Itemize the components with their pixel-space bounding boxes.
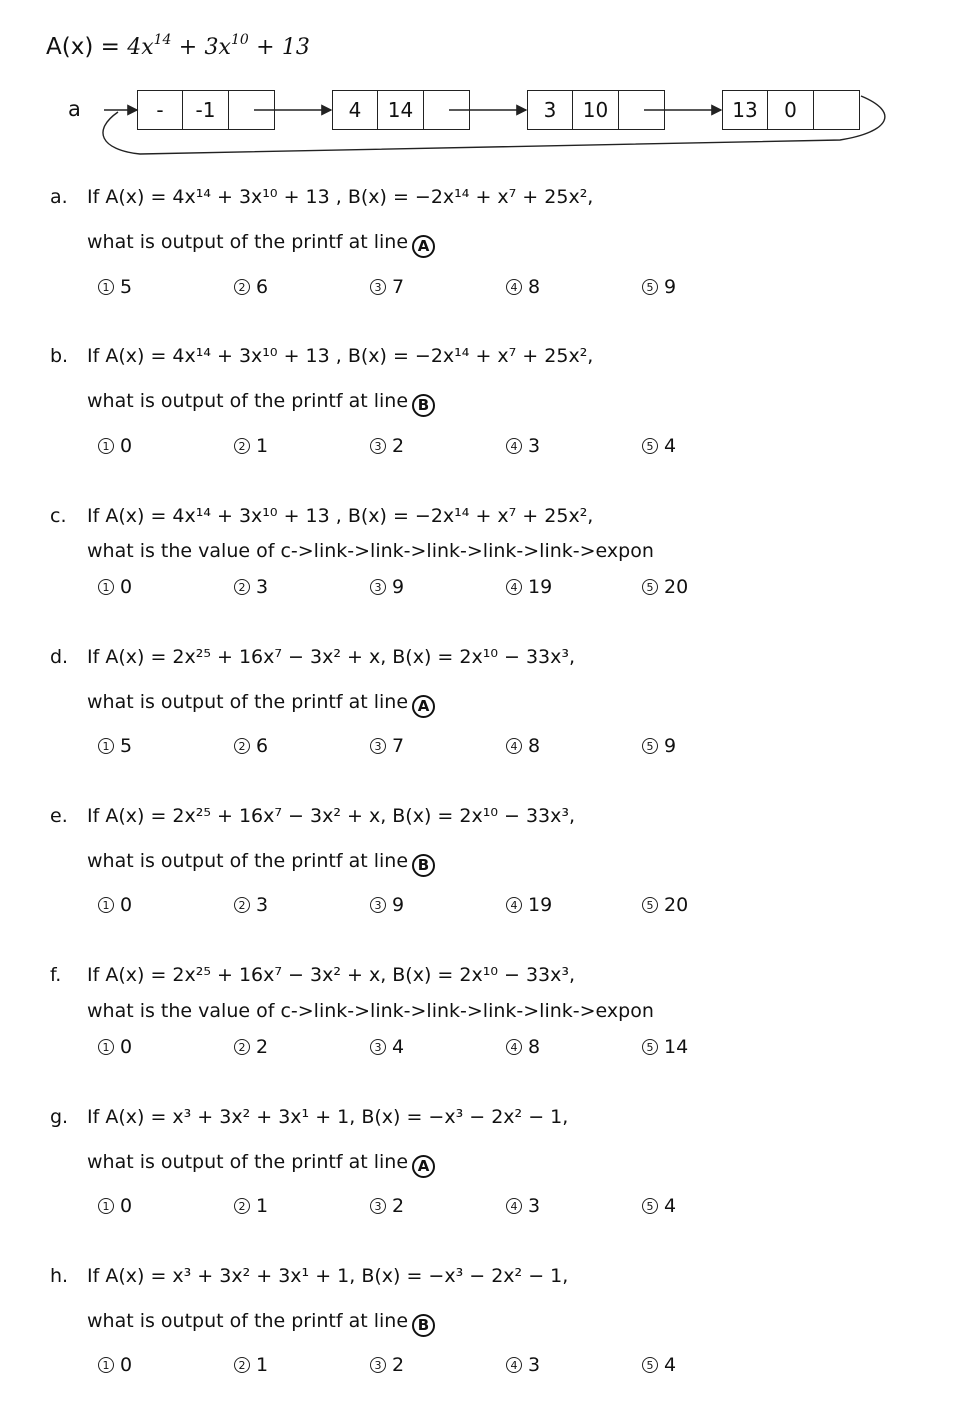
term-1-exp: 14 <box>153 32 172 48</box>
question-prompt <box>87 1000 654 1022</box>
question-letter: d. <box>50 646 69 668</box>
plus-sign: + <box>256 35 275 60</box>
choice-number: 5 <box>642 1357 658 1373</box>
node-link <box>619 90 665 130</box>
choice-number: 5 <box>642 1198 658 1214</box>
choice-number: 1 <box>98 897 114 913</box>
plus-sign: + <box>178 35 198 60</box>
answer-choice[interactable] <box>98 1195 132 1217</box>
choice-number: 2 <box>234 1198 250 1214</box>
line-marker-a: A <box>412 695 435 718</box>
node-link <box>814 90 860 130</box>
equals-sign: = <box>100 34 120 60</box>
choice-number: 3 <box>370 1039 386 1055</box>
choice-value: 8 <box>528 735 541 757</box>
question-prompt <box>87 691 435 718</box>
answer-choice[interactable] <box>506 435 540 457</box>
choice-number: 4 <box>506 438 522 454</box>
question-letter: f. <box>50 964 62 986</box>
answer-choice[interactable] <box>98 735 132 757</box>
choice-value: 6 <box>256 276 269 298</box>
question-prompt-text: what is output of the printf at line <box>87 1310 409 1332</box>
choice-value: 2 <box>392 1354 405 1376</box>
choice-value: 0 <box>120 894 133 916</box>
choice-number: 1 <box>98 1357 114 1373</box>
list-node <box>332 90 470 130</box>
answer-choice[interactable] <box>642 1354 676 1376</box>
choice-value: 19 <box>528 894 553 916</box>
question-prompt <box>87 390 435 417</box>
node-coef: 13 <box>722 90 768 130</box>
question-condition: If A(x) = 2x²⁵ + 16x⁷ − 3x² + x, B(x) = 2x¹⁰ − 33x³, <box>87 805 576 827</box>
question-letter: a. <box>50 186 68 208</box>
choice-number: 3 <box>370 897 386 913</box>
choice-value: 2 <box>392 435 405 457</box>
choice-value: 9 <box>392 576 405 598</box>
answer-choice[interactable] <box>642 1195 676 1217</box>
choice-value: 3 <box>528 1195 541 1217</box>
choice-value: 0 <box>120 1195 133 1217</box>
choice-value: 5 <box>120 735 133 757</box>
choice-value: 0 <box>120 576 133 598</box>
choice-value: 4 <box>664 435 677 457</box>
choice-number: 3 <box>370 1198 386 1214</box>
choice-value: 9 <box>664 276 677 298</box>
node-expon: 10 <box>573 90 619 130</box>
question-letter: h. <box>50 1265 69 1287</box>
line-marker-b: B <box>412 394 435 417</box>
question-prompt <box>87 540 654 562</box>
choice-value: 3 <box>528 435 541 457</box>
answer-choice[interactable] <box>98 435 132 457</box>
choice-number: 1 <box>98 438 114 454</box>
question-prompt <box>87 1310 435 1337</box>
choice-value: 2 <box>256 1036 269 1058</box>
question-condition: If A(x) = 4x¹⁴ + 3x¹⁰ + 13 , B(x) = −2x¹⁴ + x⁷ + 25x², <box>87 345 594 367</box>
choice-number: 5 <box>642 279 658 295</box>
question-condition: If A(x) = 2x²⁵ + 16x⁷ − 3x² + x, B(x) = 2x¹⁰ − 33x³, <box>87 646 576 668</box>
answer-choice[interactable] <box>370 894 404 916</box>
answer-choice[interactable] <box>370 735 404 757</box>
choice-number: 2 <box>234 579 250 595</box>
question-condition: If A(x) = x³ + 3x² + 3x¹ + 1, B(x) = −x³ − 2x² − 1, <box>87 1106 569 1128</box>
choice-number: 1 <box>98 738 114 754</box>
choice-value: 9 <box>392 894 405 916</box>
answer-choice[interactable] <box>234 894 268 916</box>
answer-choice[interactable] <box>98 276 132 298</box>
answer-choice[interactable] <box>506 894 552 916</box>
term-1-coef: 4 <box>127 35 142 60</box>
question-prompt <box>87 1151 435 1178</box>
answer-choice[interactable] <box>642 276 676 298</box>
answer-choice[interactable] <box>506 1036 540 1058</box>
term-3: 13 <box>281 35 310 60</box>
choice-number: 2 <box>234 279 250 295</box>
choice-number: 5 <box>642 438 658 454</box>
answer-choice[interactable] <box>370 576 404 598</box>
question-letter: b. <box>50 345 69 367</box>
line-marker-b: B <box>412 854 435 877</box>
choice-number: 4 <box>506 279 522 295</box>
question-prompt-text: what is output of the printf at line <box>87 850 409 872</box>
line-marker-b: B <box>412 1314 435 1337</box>
answer-choice[interactable] <box>370 276 404 298</box>
node-coef: 3 <box>527 90 573 130</box>
term-2-coef: 3 <box>204 35 219 60</box>
choice-value: 9 <box>664 735 677 757</box>
choice-number: 3 <box>370 579 386 595</box>
question-condition: If A(x) = 4x¹⁴ + 3x¹⁰ + 13 , B(x) = −2x¹⁴ + x⁷ + 25x², <box>87 505 594 527</box>
question-prompt <box>87 231 435 258</box>
answer-choice[interactable] <box>642 576 688 598</box>
answer-choice[interactable] <box>234 576 268 598</box>
answer-choice[interactable] <box>98 1036 132 1058</box>
choice-number: 4 <box>506 738 522 754</box>
choice-number: 1 <box>98 1039 114 1055</box>
choice-number: 2 <box>234 438 250 454</box>
choice-number: 5 <box>642 579 658 595</box>
choice-number: 5 <box>642 738 658 754</box>
answer-choice[interactable] <box>234 1036 268 1058</box>
answer-choice[interactable] <box>98 894 132 916</box>
choice-value: 3 <box>528 1354 541 1376</box>
answer-choice[interactable] <box>98 1354 132 1376</box>
answer-choice[interactable] <box>506 276 540 298</box>
choice-value: 8 <box>528 1036 541 1058</box>
choice-value: 3 <box>256 894 269 916</box>
list-node <box>527 90 665 130</box>
choice-number: 2 <box>234 1039 250 1055</box>
answer-choice[interactable] <box>642 435 676 457</box>
choice-number: 4 <box>506 1039 522 1055</box>
node-coef: 4 <box>332 90 378 130</box>
node-link <box>229 90 275 130</box>
choice-value: 8 <box>528 276 541 298</box>
choice-number: 1 <box>98 579 114 595</box>
question-condition: If A(x) = 2x²⁵ + 16x⁷ − 3x² + x, B(x) = 2x¹⁰ − 33x³, <box>87 964 576 986</box>
node-expon: 14 <box>378 90 424 130</box>
list-links <box>0 0 958 170</box>
answer-choice[interactable] <box>234 276 268 298</box>
node-coef: - <box>137 90 183 130</box>
answer-choice[interactable] <box>506 576 552 598</box>
choice-value: 4 <box>664 1195 677 1217</box>
list-head-label: a <box>68 97 81 121</box>
answer-choice[interactable] <box>370 1036 404 1058</box>
choice-value: 0 <box>120 1354 133 1376</box>
answer-choice[interactable] <box>642 735 676 757</box>
choice-value: 1 <box>256 1354 269 1376</box>
answer-choice[interactable] <box>98 576 132 598</box>
choice-value: 6 <box>256 735 269 757</box>
answer-choice[interactable] <box>234 1195 268 1217</box>
choice-number: 2 <box>234 1357 250 1373</box>
choice-number: 4 <box>506 1357 522 1373</box>
question-condition: If A(x) = 4x¹⁴ + 3x¹⁰ + 13 , B(x) = −2x¹⁴ + x⁷ + 25x², <box>87 186 594 208</box>
node-link <box>424 90 470 130</box>
choice-number: 5 <box>642 1039 658 1055</box>
choice-value: 7 <box>392 276 405 298</box>
question-prompt-text: what is the value of c->link->link->link->link->link->expon <box>87 540 654 562</box>
choice-value: 0 <box>120 1036 133 1058</box>
answer-choice[interactable] <box>234 735 268 757</box>
question-letter: g. <box>50 1106 69 1128</box>
answer-choice[interactable] <box>642 1036 688 1058</box>
choice-value: 4 <box>664 1354 677 1376</box>
choice-number: 3 <box>370 1357 386 1373</box>
node-expon: 0 <box>768 90 814 130</box>
line-marker-a: A <box>412 235 435 258</box>
choice-value: 1 <box>256 1195 269 1217</box>
choice-number: 3 <box>370 438 386 454</box>
question-condition: If A(x) = x³ + 3x² + 3x¹ + 1, B(x) = −x³ − 2x² − 1, <box>87 1265 569 1287</box>
answer-choice[interactable] <box>370 1354 404 1376</box>
answer-choice[interactable] <box>370 435 404 457</box>
question-prompt <box>87 850 435 877</box>
answer-choice[interactable] <box>506 735 540 757</box>
choice-number: 2 <box>234 897 250 913</box>
choice-value: 20 <box>664 576 689 598</box>
term-2-exp: 10 <box>230 32 249 48</box>
term-2-var: x <box>218 35 231 60</box>
choice-number: 1 <box>98 1198 114 1214</box>
answer-choice[interactable] <box>506 1195 540 1217</box>
choice-value: 2 <box>392 1195 405 1217</box>
list-node <box>722 90 860 130</box>
choice-value: 4 <box>392 1036 405 1058</box>
choice-value: 0 <box>120 435 133 457</box>
choice-number: 4 <box>506 579 522 595</box>
answer-choice[interactable] <box>370 1195 404 1217</box>
list-node-header <box>137 90 275 130</box>
choice-number: 1 <box>98 279 114 295</box>
choice-value: 3 <box>256 576 269 598</box>
node-expon: -1 <box>183 90 229 130</box>
choice-value: 1 <box>256 435 269 457</box>
choice-value: 20 <box>664 894 689 916</box>
choice-value: 7 <box>392 735 405 757</box>
question-letter: c. <box>50 505 67 527</box>
choice-value: 19 <box>528 576 553 598</box>
answer-choice[interactable] <box>234 1354 268 1376</box>
choice-number: 5 <box>642 897 658 913</box>
answer-choice[interactable] <box>506 1354 540 1376</box>
choice-number: 3 <box>370 738 386 754</box>
answer-choice[interactable] <box>234 435 268 457</box>
term-1-var: x <box>141 35 154 60</box>
question-prompt-text: what is output of the printf at line <box>87 231 409 253</box>
choice-number: 3 <box>370 279 386 295</box>
question-prompt-text: what is the value of c->link->link->link->link->link->expon <box>87 1000 654 1022</box>
choice-number: 4 <box>506 897 522 913</box>
question-prompt-text: what is output of the printf at line <box>87 390 409 412</box>
question-letter: e. <box>50 805 68 827</box>
answer-choice[interactable] <box>642 894 688 916</box>
choice-number: 2 <box>234 738 250 754</box>
polynomial-label: A(x) <box>46 34 94 60</box>
question-prompt-text: what is output of the printf at line <box>87 1151 409 1173</box>
question-prompt-text: what is output of the printf at line <box>87 691 409 713</box>
choice-value: 14 <box>664 1036 689 1058</box>
line-marker-a: A <box>412 1155 435 1178</box>
choice-value: 5 <box>120 276 133 298</box>
choice-number: 4 <box>506 1198 522 1214</box>
